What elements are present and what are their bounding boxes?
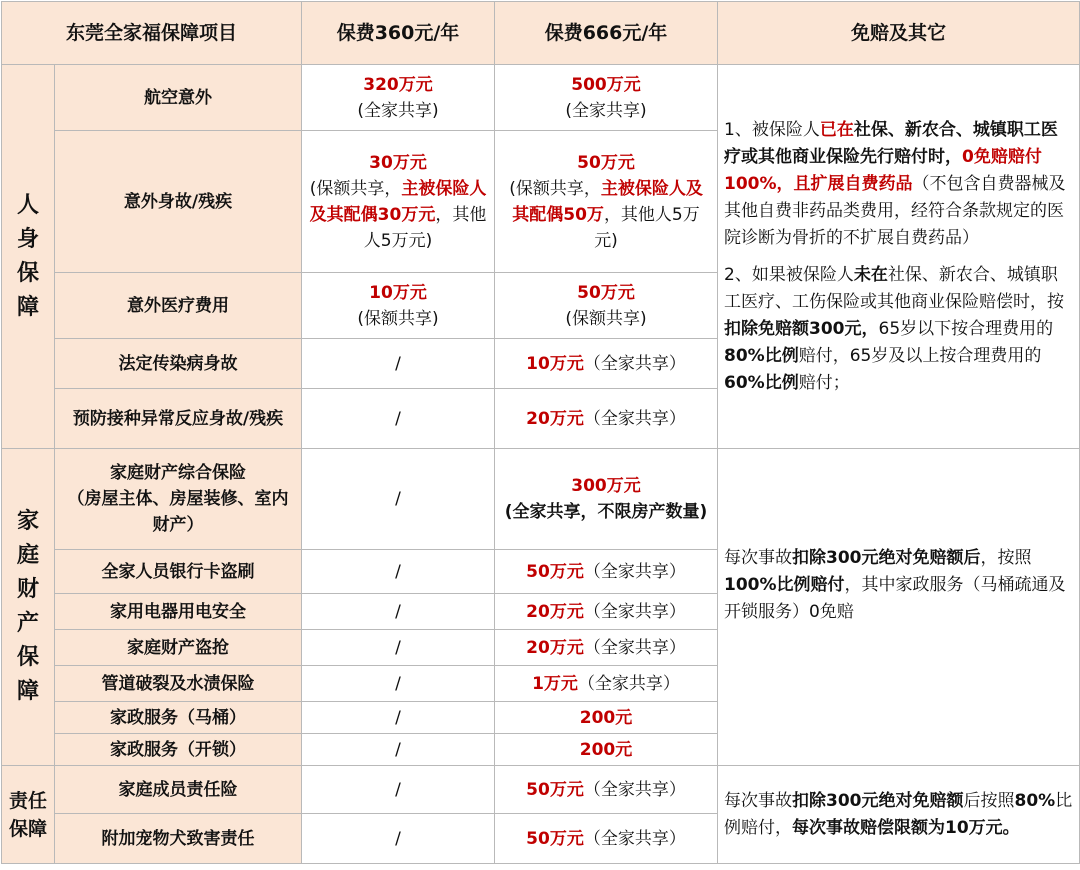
p360-cell: / bbox=[302, 594, 495, 630]
category-liability: 责任 保障 bbox=[2, 766, 55, 864]
p360-cell: / bbox=[302, 702, 495, 734]
p360-cell: / bbox=[302, 449, 495, 550]
item-name: 法定传染病身故 bbox=[55, 339, 302, 389]
table-row bbox=[2, 449, 1080, 550]
p360-cell: / bbox=[302, 339, 495, 389]
item-name: 家庭财产盗抢 bbox=[55, 630, 302, 666]
item-name: 家用电器用电安全 bbox=[55, 594, 302, 630]
item-name: 家政服务（马桶） bbox=[55, 702, 302, 734]
category-personal: 人身保障 bbox=[2, 65, 55, 449]
p666-cell: 10万元（全家共享） bbox=[495, 339, 718, 389]
p666-cell: 200元 bbox=[495, 734, 718, 766]
note-4: 每次事故扣除300元绝对免赔额后按照80%比例赔付，每次事故赔偿限额为10万元。 bbox=[724, 790, 1073, 838]
item-name: 预防接种异常反应身故/残疾 bbox=[55, 389, 302, 449]
p666-cell: 50万元 (保额共享，主被保险人及其配偶50万，其他人5万元) bbox=[495, 131, 718, 273]
note-personal bbox=[718, 65, 1080, 449]
item-name: 家庭财产综合保险 （房屋主体、房屋装修、室内财产） bbox=[55, 449, 302, 550]
header-premium-666: 保费666元/年 bbox=[495, 2, 718, 65]
p360-cell: / bbox=[302, 630, 495, 666]
header-deductible: 免赔及其它 bbox=[718, 2, 1080, 65]
header-row bbox=[2, 2, 1080, 65]
category-property: 家庭财产保障 bbox=[2, 449, 55, 766]
p360-cell: / bbox=[302, 389, 495, 449]
note-1: 1、被保险人已在社保、新农合、城镇职工医疗或其他商业保险先行赔付时，0免赔赔付100%，且扩展自费药品（不包含自费器械及其他自费非药品类费用，经符合条款规定的医院诊断为骨折的不扩展自费药品） bbox=[724, 119, 1066, 248]
item-name: 全家人员银行卡盗刷 bbox=[55, 550, 302, 594]
p666-cell: 500万元 (全家共享) bbox=[495, 65, 718, 131]
p666-cell: 50万元（全家共享） bbox=[495, 766, 718, 814]
p666-cell: 50万元 (保额共享) bbox=[495, 273, 718, 339]
p666-cell: 300万元 (全家共享，不限房产数量) bbox=[495, 449, 718, 550]
p360-cell: 10万元 (保额共享) bbox=[302, 273, 495, 339]
p666-cell: 20万元（全家共享） bbox=[495, 630, 718, 666]
p360-cell: / bbox=[302, 666, 495, 702]
item-name: 家庭成员责任险 bbox=[55, 766, 302, 814]
note-property bbox=[718, 449, 1080, 766]
p360-cell: 30万元 (保额共享，主被保险人及其配偶30万元，其他人5万元) bbox=[302, 131, 495, 273]
p360-cell: / bbox=[302, 766, 495, 814]
coverage-table bbox=[1, 1, 1080, 864]
item-name: 家政服务（开锁） bbox=[55, 734, 302, 766]
p666-cell: 1万元（全家共享） bbox=[495, 666, 718, 702]
table-row bbox=[2, 65, 1080, 131]
p666-cell: 20万元（全家共享） bbox=[495, 594, 718, 630]
item-name: 管道破裂及水渍保险 bbox=[55, 666, 302, 702]
item-name: 附加宠物犬致害责任 bbox=[55, 814, 302, 864]
header-premium-360: 保费360元/年 bbox=[302, 2, 495, 65]
item-name: 航空意外 bbox=[55, 65, 302, 131]
p360-cell: / bbox=[302, 734, 495, 766]
header-project: 东莞全家福保障项目 bbox=[2, 2, 302, 65]
table-row bbox=[2, 766, 1080, 814]
item-name: 意外医疗费用 bbox=[55, 273, 302, 339]
note-2: 2、如果被保险人未在社保、新农合、城镇职工医疗、工伤保险或其他商业保险赔偿时，按扣除免赔额300元，65岁以下按合理费用的80%比例赔付，65岁及以上按合理费用的60%比例赔付； bbox=[724, 264, 1065, 393]
note-liability bbox=[718, 766, 1080, 864]
note-3: 每次事故扣除300元绝对免赔额后，按照100%比例赔付，其中家政服务（马桶疏通及开锁服务）0免赔 bbox=[724, 548, 1066, 622]
p666-cell: 200元 bbox=[495, 702, 718, 734]
p666-cell: 50万元（全家共享） bbox=[495, 550, 718, 594]
item-name: 意外身故/残疾 bbox=[55, 131, 302, 273]
p666-cell: 20万元（全家共享） bbox=[495, 389, 718, 449]
p360-cell: / bbox=[302, 814, 495, 864]
p360-cell: 320万元 (全家共享) bbox=[302, 65, 495, 131]
p360-cell: / bbox=[302, 550, 495, 594]
p666-cell: 50万元（全家共享） bbox=[495, 814, 718, 864]
